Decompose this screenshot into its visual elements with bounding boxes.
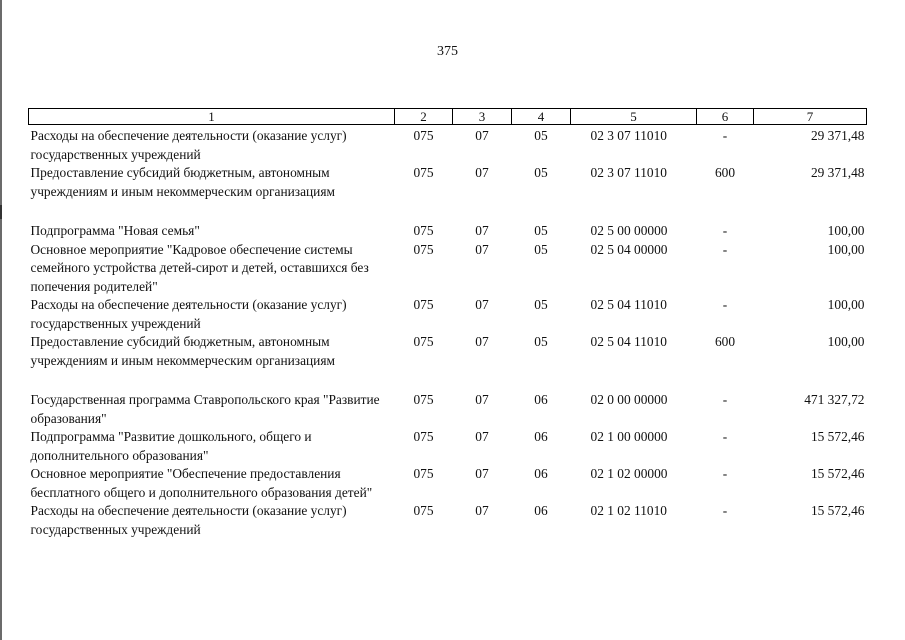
row-ministry-code: 075 [413,128,434,143]
page-left-edge [0,0,2,640]
column-header-4: 4 [512,109,571,125]
row-section: 07 [475,241,489,257]
row-description: Основное мероприятие "Кадровое обеспечение системы семейного устройства детей-сирот и детей, оставшихся без попечения родителей" [30,241,369,294]
column-header-5: 5 [571,109,697,125]
row-subsection: 05 [534,334,548,349]
table-row [29,241,867,297]
row-amount: 100,00 [827,223,865,238]
column-header-7: 7 [754,109,867,125]
row-expense-type: - [722,223,728,238]
row-expense-type: - [722,128,728,143]
row-expense-type: 600 [714,334,736,349]
row-ministry-code: 075 [413,466,434,481]
row-subsection: 05 [534,241,548,257]
table-header-row [29,109,867,125]
row-ministry-code: 075 [413,392,434,407]
row-section: 07 [475,128,489,143]
row-ministry-code: 075 [413,429,434,444]
row-description: Государственная программа Ставропольского края "Развитие образования" [30,392,380,426]
table-row [29,296,867,333]
row-expense-type: 600 [714,165,736,180]
row-target-article: 02 1 02 00000 [590,466,668,481]
page-number: 375 [437,44,458,59]
row-amount: 100,00 [827,241,865,257]
row-ministry-code: 075 [413,165,434,180]
row-ministry-code: 075 [413,297,434,312]
table-row [29,164,867,201]
row-amount: 15 572,46 [810,429,865,444]
row-amount: 100,00 [827,297,865,312]
row-subsection: 06 [534,392,548,407]
row-amount: 471 327,72 [804,392,865,407]
row-expense-type: - [722,429,728,444]
row-target-article: 02 5 04 00000 [590,241,668,257]
row-subsection: 06 [534,503,548,518]
column-header-3: 3 [453,109,512,125]
row-description: Подпрограмма "Развитие дошкольного, общего и дополнительного образования" [30,429,312,463]
row-description: Подпрограмма "Новая семья" [30,223,200,238]
row-description: Предоставление субсидий бюджетным, автономным учреждениям и иным некоммерческим организациям [30,165,335,199]
row-amount: 15 572,46 [810,503,865,518]
row-section: 07 [475,165,489,180]
row-subsection: 06 [534,429,548,444]
row-description: Основное мероприятие "Обеспечение предоставления бесплатного общего и дополнительного образования детей" [30,466,373,500]
budget-table [28,108,867,539]
row-description: Предоставление субсидий бюджетным, автономным учреждениям и иным некоммерческим организациям [30,334,335,368]
row-expense-type: - [722,392,728,407]
row-subsection: 05 [534,165,548,180]
row-target-article: 02 0 00 00000 [590,392,668,407]
table-row [29,428,867,465]
column-header-1: 1 [29,109,395,125]
row-target-article: 02 5 04 11010 [590,334,667,349]
table-row [29,465,867,502]
row-section: 07 [475,334,489,349]
row-target-article: 02 5 00 00000 [590,223,668,238]
row-target-article: 02 3 07 11010 [590,128,667,143]
row-amount: 29 371,48 [810,128,865,143]
row-target-article: 02 1 00 00000 [590,429,668,444]
row-section: 07 [475,466,489,481]
row-expense-type: - [722,297,728,312]
row-ministry-code: 075 [413,223,434,238]
row-section: 07 [475,503,489,518]
row-description: Расходы на обеспечение деятельности (оказание услуг) государственных учреждений [30,297,347,331]
row-subsection: 06 [534,466,548,481]
row-target-article: 02 1 02 11010 [590,503,667,518]
row-subsection: 05 [534,223,548,238]
row-description: Расходы на обеспечение деятельности (оказание услуг) государственных учреждений [30,503,347,537]
row-section: 07 [475,392,489,407]
page-edge-mark [0,205,2,219]
table-row [29,201,867,241]
row-target-article: 02 3 07 11010 [590,165,667,180]
row-expense-type: - [722,466,728,481]
row-section: 07 [475,297,489,312]
table-row [29,370,867,428]
row-ministry-code: 075 [413,334,434,349]
row-expense-type: - [722,503,728,518]
row-subsection: 05 [534,128,548,143]
row-amount: 29 371,48 [810,165,865,180]
column-header-2: 2 [395,109,453,125]
row-expense-type: - [722,241,728,257]
table-row [29,502,867,539]
row-ministry-code: 075 [413,503,434,518]
row-section: 07 [475,429,489,444]
row-amount: 15 572,46 [810,466,865,481]
row-target-article: 02 5 04 11010 [590,297,667,312]
row-subsection: 05 [534,297,548,312]
table-row [29,125,867,165]
row-amount: 100,00 [827,334,865,349]
row-ministry-code: 075 [413,241,434,257]
table-row [29,333,867,370]
row-description: Расходы на обеспечение деятельности (оказание услуг) государственных учреждений [30,128,347,162]
row-section: 07 [475,223,489,238]
column-header-6: 6 [697,109,754,125]
